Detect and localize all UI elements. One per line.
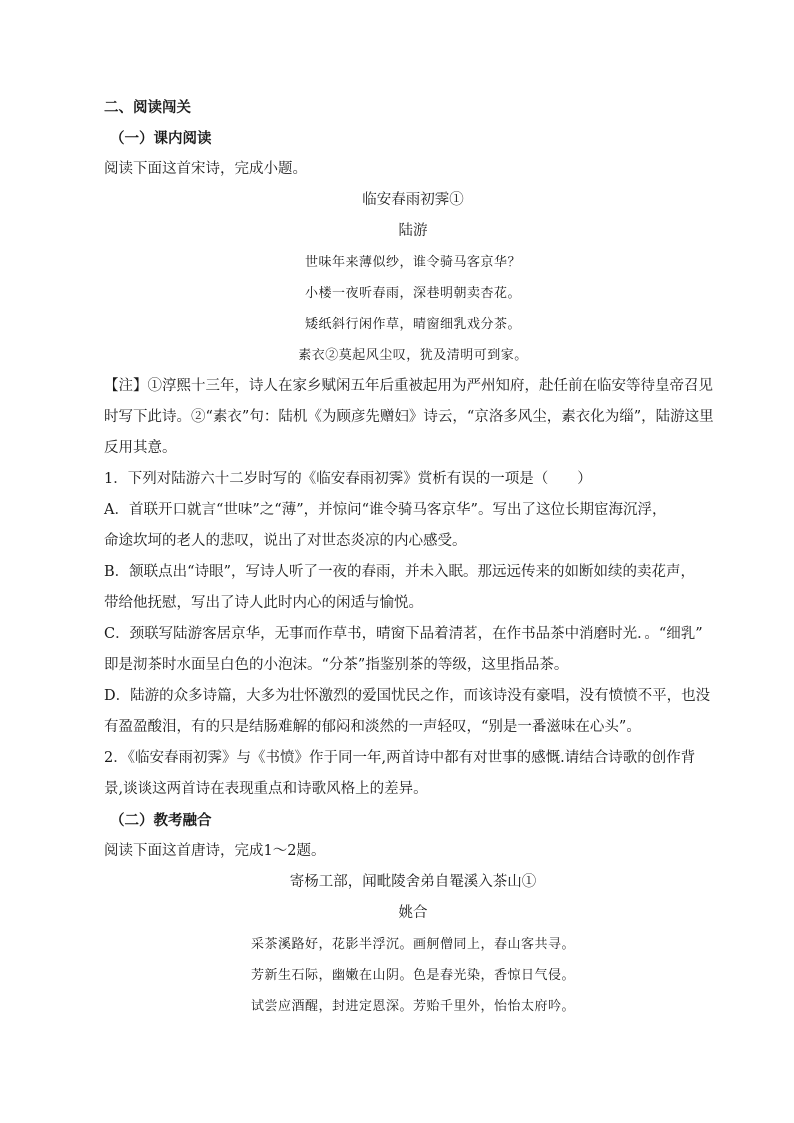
poem1-note-line: 时写下此诗。②“素衣”句：陆机《为顾彦先赠妇》诗云，“京洛多风尘，素衣化为缁”，陆游这里 bbox=[104, 409, 714, 425]
question-1-option-a-cont: 命途坎坷的老人的悲叹，说出了对世态炎凉的内心感受。 bbox=[104, 533, 467, 549]
poem1-line: 世味年来薄似纱，谁令骑马客京华？ bbox=[304, 255, 521, 270]
poem1-line: 矮纸斜行闲作草，晴窗细乳戏分茶。 bbox=[304, 317, 521, 332]
part1-heading: （一）课内阅读 bbox=[110, 130, 212, 147]
poem2-author: 姚合 bbox=[398, 905, 428, 921]
poem1-line: 小楼一夜听春雨，深巷明朝卖杏花。 bbox=[304, 286, 521, 301]
question-2-stem: 2．《临安春雨初霁》与《书愤》作于同一年,两首诗中都有对世事的感慨.请结合诗歌的创作背 bbox=[104, 750, 696, 766]
poem2-line: 芳新生石际，幽嫩在山阴。色是春光染，香惊日气侵。 bbox=[250, 968, 575, 983]
document-page bbox=[104, 92, 722, 1022]
part2-heading: （二）教考融合 bbox=[110, 812, 212, 829]
question-1-option-d-cont: 有盈盈酸泪，有的只是结肠难解的郁闷和淡然的一声轻叹，“别是一番滋味在心头”。 bbox=[104, 719, 641, 735]
part2-instruction: 阅读下面这首唐诗，完成1～2题。 bbox=[104, 843, 326, 859]
poem2-title: 寄杨工部，闻毗陵舍弟自罨溪入茶山① bbox=[289, 874, 537, 890]
poem1-note-line: 【注】①淳熙十三年，诗人在家乡赋闲五年后重被起用为严州知府，赴任前在临安等待皇帝召见 bbox=[104, 378, 713, 394]
poem2-line: 采茶溪路好，花影半浮沉。画舸僧同上，春山客共寻。 bbox=[250, 937, 575, 952]
question-1-option-b: B．颔联点出“诗眼”，写诗人听了一夜的春雨，并未入眠。那远远传来的如断如续的卖花声， bbox=[104, 564, 695, 580]
part1-instruction: 阅读下面这首宋诗，完成小题。 bbox=[104, 161, 307, 177]
poem1-line: 素衣②莫起风尘叹，犹及清明可到家。 bbox=[298, 348, 528, 363]
question-1-option-c-cont: 即是沏茶时水面呈白色的小泡沫。“分茶”指鉴别茶的等级，这里指品茶。 bbox=[104, 657, 569, 673]
question-1-stem: 1．下列对陆游六十二岁时写的《临安春雨初霁》赏析有误的一项是（ ） bbox=[104, 471, 592, 487]
question-1-option-b-cont: 带给他抚慰，写出了诗人此时内心的闲适与愉悦。 bbox=[104, 595, 423, 611]
poem1-note-line: 反用其意。 bbox=[104, 440, 177, 456]
question-1-option-c: C．颈联写陆游客居京华，无事而作草书，晴窗下品着清茗，在作书品茶中消磨时光．。“细乳” bbox=[104, 626, 703, 642]
question-1-option-a: A．首联开口就言“世味”之“薄”，并惊问“谁令骑马客京华”。写出了这位长期宦海沉浮， bbox=[104, 502, 667, 518]
poem2-line: 试尝应酒醒，封进定恩深。芳贻千里外，怡怡太府吟。 bbox=[250, 999, 575, 1014]
question-1-option-d: D．陆游的众多诗篇，大多为壮怀激烈的爱国忧民之作，而该诗没有豪唱，没有愤愤不平，也没 bbox=[104, 688, 711, 704]
poem1-title: 临安春雨初霁① bbox=[362, 192, 464, 208]
section-title: 二、阅读闯关 bbox=[104, 99, 191, 116]
poem1-author: 陆游 bbox=[398, 223, 428, 239]
question-2-stem-cont: 景,谈谈这两首诗在表现重点和诗歌风格上的差异。 bbox=[104, 781, 428, 797]
